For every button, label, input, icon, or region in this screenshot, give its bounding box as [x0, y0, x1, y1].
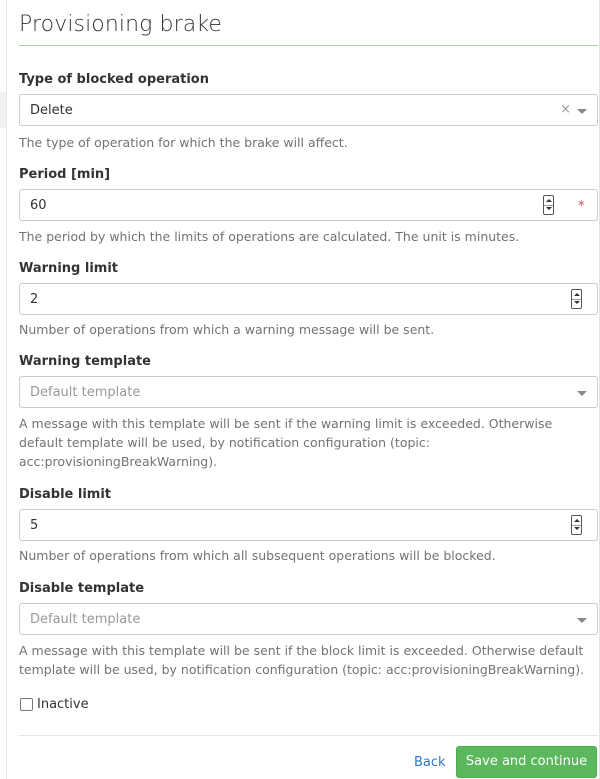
page-title: Provisioning brake — [19, 12, 223, 37]
inactive-label[interactable]: Inactive — [37, 697, 89, 712]
warning-template-placeholder: Default template — [30, 385, 141, 400]
disable-template-placeholder: Default template — [30, 612, 141, 627]
spinner-up-icon[interactable] — [574, 519, 580, 522]
spinner-down-icon[interactable] — [574, 301, 580, 304]
required-marker: * — [578, 199, 585, 214]
spinner-up-icon[interactable] — [546, 199, 552, 202]
number-spinner-icon[interactable] — [543, 195, 554, 215]
number-spinner-icon[interactable] — [571, 515, 582, 535]
warning-template-label: Warning template — [19, 354, 151, 369]
spinner-divider — [572, 299, 581, 300]
spinner-down-icon[interactable] — [574, 527, 580, 530]
disable-template-label: Disable template — [19, 581, 145, 596]
warning-limit-help: Number of operations from which a warning message will be sent. — [19, 322, 435, 337]
disable-limit-value: 5 — [30, 518, 39, 533]
warning-template-help-line-1: A message with this template will be sent if the warning limit is exceeded. Otherwise — [19, 416, 553, 431]
warning-limit-value: 2 — [30, 292, 39, 307]
chevron-down-icon[interactable] — [577, 109, 587, 114]
warning-template-help-line-3: acc:provisioningBreakWarning). — [19, 454, 218, 469]
footer-divider — [19, 735, 598, 736]
blocked-operation-label: Type of blocked operation — [19, 72, 209, 87]
warning-limit-label: Warning limit — [19, 261, 118, 276]
disable-template-help-line-1: A message with this template will be sent if the block limit is exceeded. Otherwise default — [19, 643, 584, 658]
title-divider — [19, 45, 598, 46]
blocked-operation-value: Delete — [30, 103, 73, 118]
chevron-down-icon[interactable] — [577, 391, 587, 396]
warning-template-select[interactable] — [19, 376, 598, 408]
warning-template-help-line-2: default template will be used, by notification configuration (topic: — [19, 435, 430, 450]
spinner-down-icon[interactable] — [546, 207, 552, 210]
period-label: Period [min] — [19, 167, 111, 182]
period-value: 60 — [30, 198, 47, 213]
period-input[interactable] — [19, 189, 598, 221]
disable-limit-help: Number of operations from which all subsequent operations will be blocked. — [19, 548, 496, 563]
disable-template-help-line-2: template will be used, by notification configuration (topic: acc:provisioningBreakWarning). — [19, 662, 585, 677]
back-link[interactable]: Back — [414, 755, 446, 770]
period-help: The period by which the limits of operations are calculated. The unit is minutes. — [19, 229, 520, 244]
spinner-up-icon[interactable] — [574, 293, 580, 296]
inactive-checkbox[interactable] — [20, 698, 33, 711]
clear-icon[interactable]: × — [560, 102, 571, 117]
save-and-continue-button[interactable]: Save and continue — [456, 746, 597, 778]
spinner-divider — [544, 205, 553, 206]
disable-limit-input[interactable] — [19, 509, 598, 541]
warning-limit-input[interactable] — [19, 283, 598, 315]
blocked-operation-help: The type of operation for which the brake will affect. — [19, 135, 348, 150]
blocked-operation-select[interactable] — [19, 94, 598, 126]
chevron-down-icon[interactable] — [577, 618, 587, 623]
number-spinner-icon[interactable] — [571, 289, 582, 309]
spinner-divider — [572, 525, 581, 526]
disable-limit-label: Disable limit — [19, 487, 111, 502]
disable-template-select[interactable] — [19, 603, 598, 635]
